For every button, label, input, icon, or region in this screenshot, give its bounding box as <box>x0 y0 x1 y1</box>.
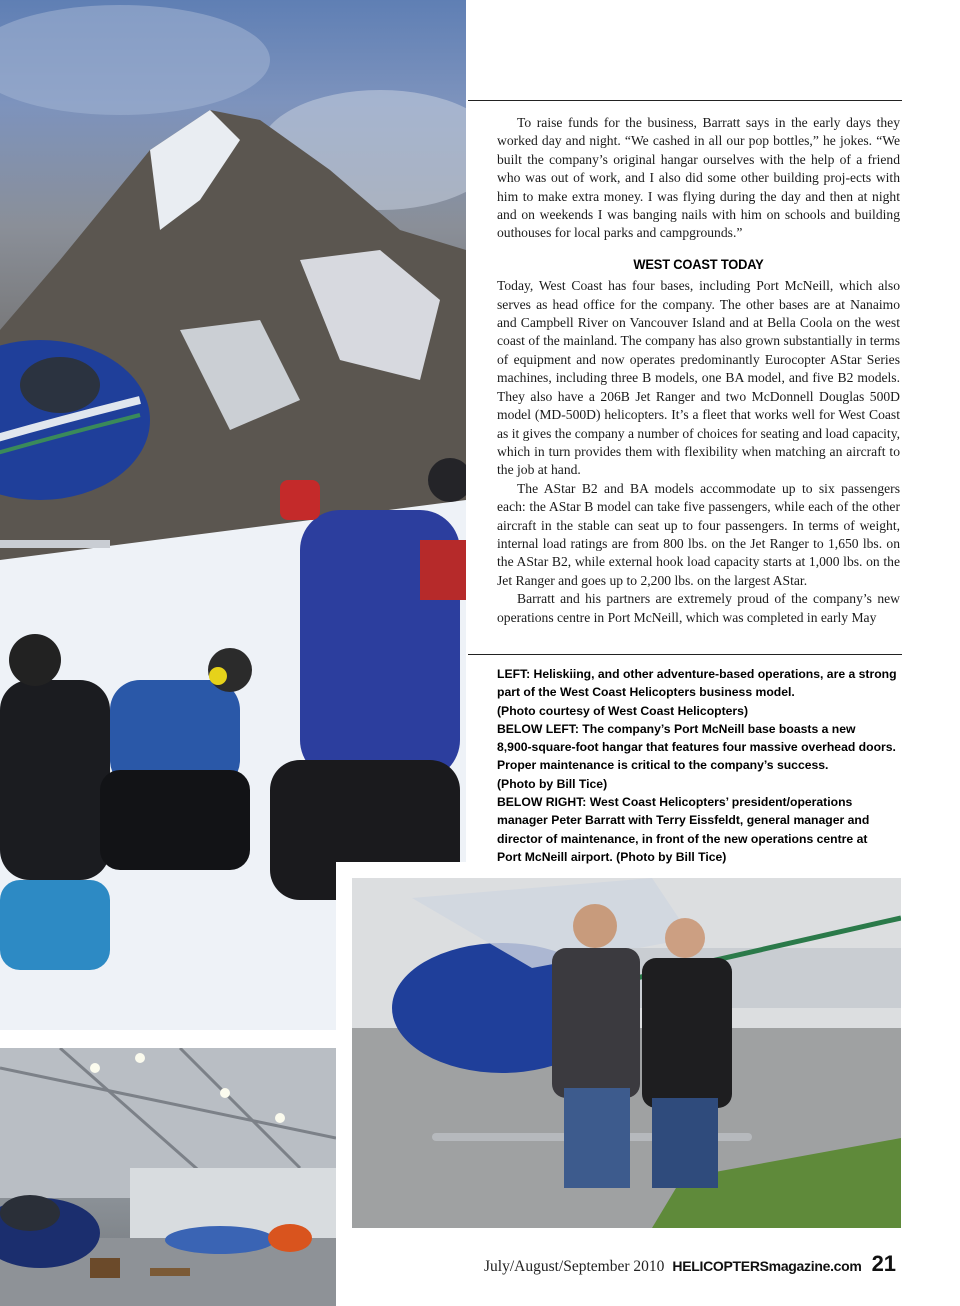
helicopter-skid <box>0 540 110 548</box>
caption-line: Proper maintenance is critical to the company’s success. <box>497 758 829 773</box>
person-peter-barratt-jacket <box>552 948 640 1098</box>
helicopter-orange <box>268 1224 312 1252</box>
hangar-illustration <box>0 1048 336 1306</box>
caption-line: Port McNeill airport. (Photo by Bill Tice) <box>497 849 727 864</box>
caption-line: manager Peter Barratt with Terry Eissfeldt, general manager and <box>497 813 870 828</box>
ceiling-light <box>90 1063 100 1073</box>
caption-line: part of the West Coast Helicopters business model. <box>497 685 795 700</box>
issue-date: July/August/September 2010 <box>484 1258 665 1275</box>
article-paragraph: Barratt and his partners are extremely proud of the company’s new operations centre in Port McNeill, which was completed in early May <box>497 591 900 625</box>
skier-black-pants <box>100 770 250 870</box>
skier-blue-pants <box>0 880 110 970</box>
ceiling-light <box>275 1113 285 1123</box>
page-number: 21 <box>871 1251 897 1276</box>
caption-line: director of maintenance, in front of the new operations centre at <box>497 831 868 846</box>
section-heading: WEST COAST TODAY <box>633 255 764 272</box>
ceiling-light <box>135 1053 145 1063</box>
caption-line: (Photo by Bill Tice) <box>497 776 608 791</box>
hangar-photo <box>0 1048 336 1306</box>
portrait-photo <box>352 878 901 1228</box>
website-link[interactable] <box>672 1258 861 1274</box>
article-paragraph: To raise funds for the business, Barratt says in the early days they worked day and night. “We cashed in all our pop bottles,” he jokes. “We built the company’s original hangar ourselves with the help of a friend who was out of work, and I also did some other building proj-ects with him to make extra money. I was flying during the day and then at night and on weekends I was banging nails with him on schools and building outhouses for local parks and campgrounds.” <box>497 115 900 241</box>
caption-line: (Photo courtesy of West Coast Helicopters) <box>497 703 749 718</box>
article-column <box>497 114 900 627</box>
person-face <box>665 918 705 958</box>
photo-captions <box>497 665 907 866</box>
caption-line: BELOW RIGHT: West Coast Helicopters’ president/operations <box>497 795 853 810</box>
top-rule <box>468 100 902 101</box>
portrait-illustration <box>352 878 901 1228</box>
helicopter-blue <box>165 1226 275 1254</box>
helicopter-window <box>0 1195 60 1231</box>
skier-helmet <box>9 634 61 686</box>
cloud <box>0 5 270 115</box>
caption-rule <box>468 654 902 655</box>
person-terry-eissfeldt-jacket <box>642 958 732 1108</box>
person-face <box>573 904 617 948</box>
ceiling-light <box>220 1088 230 1098</box>
person-jeans <box>652 1098 718 1188</box>
skier-black-jacket <box>0 680 110 880</box>
ear-protector <box>209 667 227 685</box>
article-paragraph: Today, West Coast has four bases, including Port McNeill, which also serves as head office for the company. The other bases are at Nanaimo and Campbell River on Vancouver Island and at Bella Coola on the west coast of the mainland. The company has also grown substantially in terms of equipment and now operates predominantly Eurocopter AStar Series machines, including three B models, one BA model, and five B2 models. They also have a 206B Jet Ranger and two McDonnell Douglas 500D model (MD-500D) helicopters. It’s a fleet that works well for West Coast as it gives the company a number of choices for seating and load capacity, which in turn provides them with flexibility when matching an aircraft to the job at hand. <box>497 278 901 478</box>
caption-line: 8,900-square-foot hangar that features four massive overhead doors. <box>497 740 896 755</box>
work-cart <box>90 1258 120 1278</box>
caption-line: BELOW LEFT: The company’s Port McNeill base boasts a new <box>497 721 856 736</box>
skier-red-jacket <box>420 540 466 600</box>
caption-line: LEFT: Heliskiing, and other adventure-based operations, are a strong <box>497 667 897 681</box>
site-suffix: magazine.com <box>768 1258 862 1274</box>
page-footer <box>484 1251 904 1281</box>
work-cart <box>150 1268 190 1276</box>
red-glove <box>280 480 320 520</box>
person-jeans <box>564 1088 630 1188</box>
article-paragraph: The AStar B2 and BA models accommodate up to six passengers each: the AStar B model can take five passengers, while each of the other aircraft in the stable can seat up to four passengers. In terms of weight, internal load ratings are from 800 lbs. on the Jet Ranger to 1,650 lbs. on the AStar B2, while external hook load capacity starts at 1,000 lbs. on the Jet Ranger and goes up to 2,200 lbs. on the largest AStar. <box>497 480 900 588</box>
site-brand: HELICOPTERS <box>672 1258 769 1274</box>
helicopter-window <box>20 357 100 413</box>
